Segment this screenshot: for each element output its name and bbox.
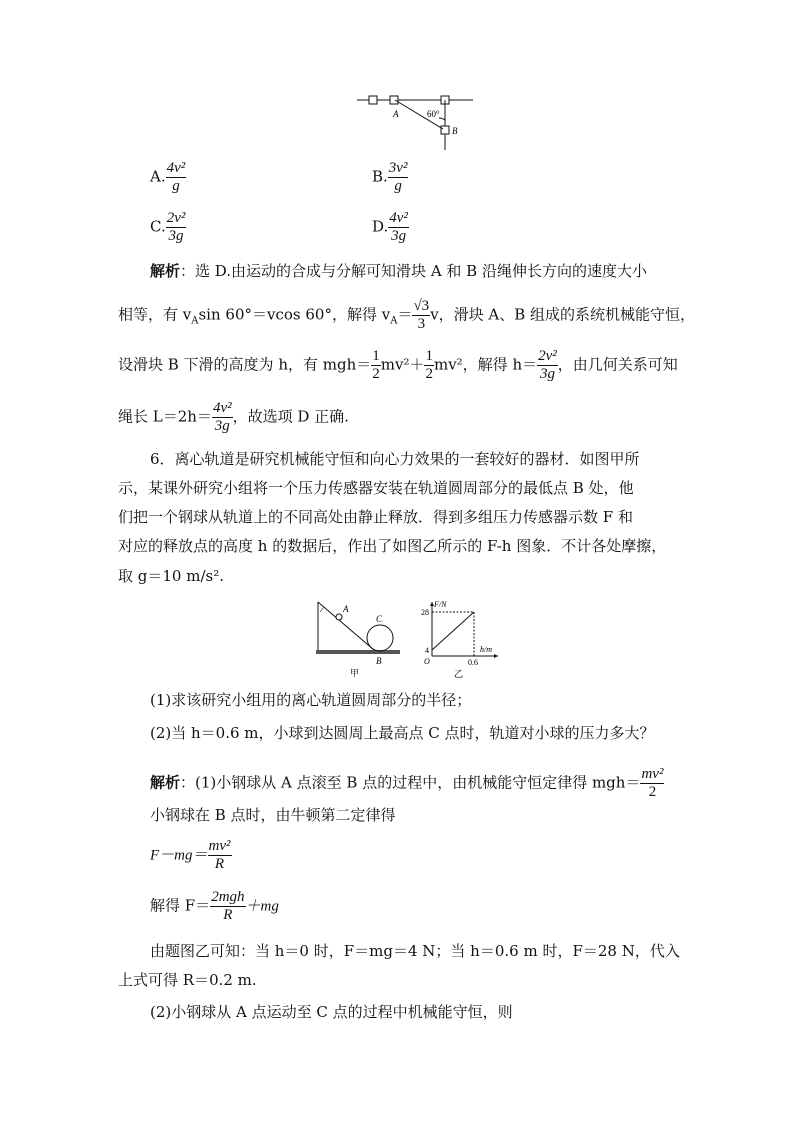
analysis5-t2a: 相等，有 v <box>118 305 192 324</box>
q6-line1: 6．离心轨道是研究机械能守恒和向心力效果的一套较好的器材．如图甲所 <box>150 450 640 468</box>
analysis5-line1 <box>150 261 647 281</box>
analysis5-t4b: ，故选项 D 正确. <box>232 407 349 426</box>
analysis6-f1d: 2 <box>648 784 657 800</box>
analysis6-line6: 上式可得 R＝0.2 m. <box>118 971 257 989</box>
analysis5-line2 <box>118 298 695 333</box>
option-c-den: 3g <box>168 228 184 244</box>
fig2-y28: 28 <box>421 608 429 617</box>
option-d-num: 4v² <box>389 210 408 226</box>
analysis5-text1: ：选 D.由运动的合成与分解可知滑块 A 和 B 沿绳伸长方向的速度大小 <box>180 262 647 280</box>
analysis5-f2n: 1 <box>425 348 433 364</box>
option-a-letter: A. <box>150 167 166 186</box>
graph-line <box>432 612 474 650</box>
fig1-label-b: B <box>452 126 458 136</box>
analysis5-t3b: mv²＋ <box>380 355 425 374</box>
analysis5-t2c: sin 60°＝vcos 60°，解得 v <box>198 305 391 324</box>
analysis6-t1: ：(1)小钢球从 A 点滚至 B 点的过程中，由机械能守恒定律得 mgh＝ <box>180 773 641 792</box>
analysis5-t4a: 绳长 L＝2h＝ <box>118 407 212 426</box>
fig2-yi: 乙 <box>454 669 464 679</box>
track-loop <box>367 625 393 651</box>
analysis5-f3d: 3g <box>539 366 555 382</box>
option-b-den: g <box>394 178 402 194</box>
q6-line3: 们把一个钢球从轨道上的不同高处由静止释放．得到多组压力传感器示数 F 和 <box>118 508 633 526</box>
analysis5-line3 <box>118 348 678 383</box>
track-base <box>316 650 400 654</box>
fig2-x06: 0.6 <box>468 658 478 667</box>
fig2-ylabel: F/N <box>434 600 447 609</box>
fig2-label-a: A <box>343 604 349 614</box>
ball-a <box>336 614 342 620</box>
analysis6-line3 <box>150 838 232 873</box>
fig2-label-c: C <box>376 614 383 624</box>
analysis5-label: 解析 <box>150 262 181 280</box>
fig2-label-b: B <box>376 656 382 666</box>
analysis6-t3a: F－mg＝ <box>150 847 208 864</box>
analysis5-t2b: A <box>191 315 199 327</box>
analysis6-line2: 小钢球在 B 点时，由牛顿第二定律得 <box>150 806 396 824</box>
analysis5-sqrt3: √3 <box>413 298 430 314</box>
analysis6-f4n: 2mgh <box>211 889 245 905</box>
analysis5-f1d: 2 <box>372 366 380 382</box>
q6-line4: 对应的释放点的高度 h 的数据后，作出了如图乙所示的 F-h 图象．不计各处摩擦， <box>118 537 667 555</box>
analysis5-t3a: 设滑块 B 下滑的高度为 h，有 mgh＝ <box>118 355 372 374</box>
analysis6-f3n: mv² <box>208 838 231 854</box>
option-d-letter: D. <box>372 217 389 236</box>
option-c-letter: C. <box>150 217 166 236</box>
analysis6-f3d: R <box>214 856 225 872</box>
q6-sub1: (1)求该研究小组用的离心轨道圆周部分的半径； <box>150 691 472 709</box>
fig1-label-a: A <box>393 109 399 119</box>
analysis5-f1n: 1 <box>372 348 380 364</box>
analysis5-f3n: 2v² <box>538 348 557 364</box>
option-d <box>372 210 409 245</box>
q6-line5: 取 g＝10 m/s². <box>118 567 224 585</box>
analysis6-line7: (2)小钢球从 A 点运动至 C 点的过程中机械能守恒，则 <box>150 1003 513 1021</box>
fig1-angle: 60° <box>427 109 440 119</box>
analysis5-f4d: 3g <box>214 418 230 434</box>
analysis5-t2d: A <box>390 315 398 327</box>
option-c <box>150 210 186 245</box>
analysis5-t3c: mv²，解得 h＝ <box>433 355 538 374</box>
analysis5-t2f: v，滑块 A、B 组成的系统机械能守恒， <box>430 305 696 324</box>
analysis6-line4 <box>150 889 279 924</box>
analysis5-f4n: 4v² <box>212 400 232 416</box>
analysis6-line1 <box>150 766 664 801</box>
fig2-origin: O <box>424 657 430 666</box>
analysis6-t4b: ＋mg <box>245 898 279 915</box>
analysis5-t2e: ＝ <box>397 305 413 324</box>
q6-line2: 示，某课外研究小组将一个压力传感器安装在轨道圆周部分的最低点 B 处，他 <box>118 479 634 497</box>
option-a <box>150 160 186 195</box>
option-a-num: 4v² <box>166 160 186 176</box>
analysis6-f1n: mv² <box>641 766 664 782</box>
option-c-num: 2v² <box>166 210 186 226</box>
analysis5-den3: 3 <box>417 316 426 332</box>
figure-track-and-graph <box>310 598 500 680</box>
analysis5-t3d: ，由几何关系可知 <box>557 355 678 374</box>
q6-sub2: (2)当 h＝0.6 m，小球到达圆周上最高点 C 点时，轨道对小球的压力多大？ <box>150 724 655 742</box>
option-b <box>372 160 408 195</box>
fig2-jia: 甲 <box>350 668 360 678</box>
option-a-den: g <box>172 178 180 194</box>
analysis6-f4d: R <box>223 907 233 923</box>
fig2-xlabel: h/m <box>480 645 492 654</box>
figure-sliders <box>355 90 475 152</box>
analysis6-t4a: 解得 F＝ <box>150 896 211 915</box>
analysis6-line5: 由题图乙可知：当 h＝0 时，F＝mg＝4 N；当 h＝0.6 m 时，F＝28 N，代入 <box>150 942 680 960</box>
analysis5-f2d: 2 <box>425 366 433 382</box>
option-d-den: 3g <box>391 228 407 244</box>
analysis5-line4 <box>118 400 349 435</box>
fig2-y4: 4 <box>425 646 429 655</box>
analysis6-label: 解析 <box>150 773 181 792</box>
option-b-num: 3v² <box>388 160 408 176</box>
option-b-letter: B. <box>372 167 388 186</box>
